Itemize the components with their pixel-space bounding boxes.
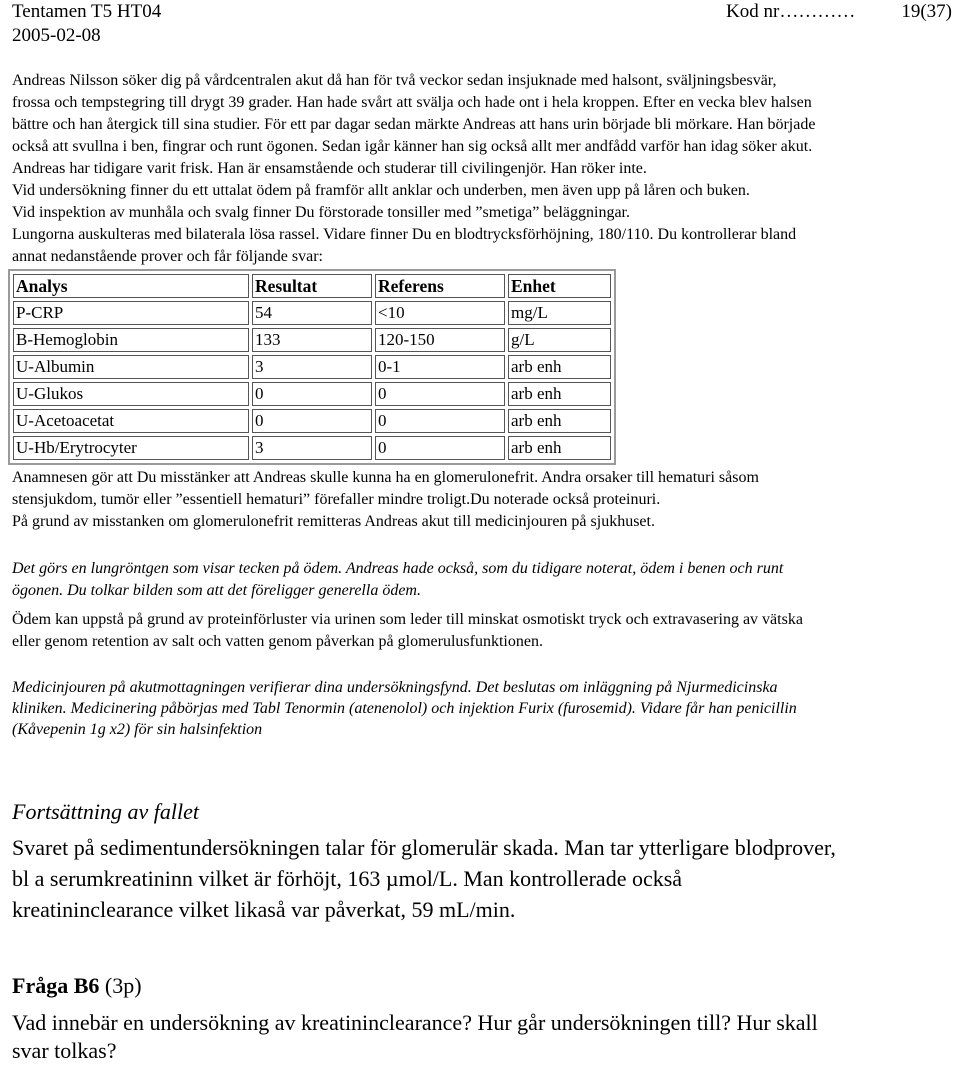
cell-analys: U-Acetoacetat: [13, 409, 249, 433]
continuation-line: kreatininclearance vilket likaså var påverkat, 59 mL/min.: [12, 897, 516, 922]
question-label: Fråga B6: [12, 973, 100, 998]
column-header-referens: Referens: [375, 274, 505, 298]
medicinjouren-paragraph: [12, 677, 956, 740]
cell-resultat: 0: [252, 409, 372, 433]
question-line: svar tolkas?: [12, 1038, 117, 1063]
intro-line: Andreas har tidigare varit frisk. Han är ensamstående och studerar till civilingenjör. Han röker inte.: [12, 160, 647, 177]
cell-referens: 0-1: [375, 355, 505, 379]
intro-line: Lungorna auskulteras med bilaterala lösa rassel. Vidare finner Du en blodtrycksförhöjning, 180/110. Du kontrollerar bland: [12, 226, 797, 243]
cell-enhet: arb enh: [508, 436, 611, 460]
exam-title: Tentamen T5 HT04: [12, 1, 162, 22]
cell-referens: 0: [375, 436, 505, 460]
header-row-top: [12, 0, 952, 24]
cell-enhet: arb enh: [508, 355, 611, 379]
cell-enhet: arb enh: [508, 382, 611, 406]
question-line: Vad innebär en undersökning av kreatininclearance? Hur går undersökningen till? Hur skall: [12, 1010, 818, 1035]
intro-line: annat nedanstående prover och får följande svar:: [12, 248, 323, 265]
medicinjouren-line: (Kåvepenin 1g x2) för sin halsinfektion: [12, 721, 263, 738]
cell-resultat: 0: [252, 382, 372, 406]
question-points: (3p): [99, 973, 142, 998]
question-heading: [12, 972, 142, 1000]
cell-enhet: mg/L: [508, 301, 611, 325]
page-header: [12, 0, 952, 48]
intro-line: Vid undersökning finner du ett uttalat ödem på framför allt anklar och underben, men även upp på låren och buken.: [12, 182, 750, 199]
page-number: 19(37): [901, 1, 952, 22]
continuation-line: Svaret på sedimentundersökningen talar för glomerulär skada. Man tar ytterligare blodprover,: [12, 835, 836, 860]
lab-results-table: [8, 269, 616, 465]
intro-line: Andreas Nilsson söker dig på vårdcentralen akut då han för två veckor sedan insjuknade med halsont, sväljningsbesvär,: [12, 72, 777, 89]
continuation-heading: Fortsättning av fallet: [12, 799, 199, 824]
anamnesis-conclusion: [12, 467, 956, 533]
lungrontgen-line: ögonen. Du tolkar bilden som att det föreligger generella ödem.: [12, 582, 421, 599]
cell-analys: U-Albumin: [13, 355, 249, 379]
cell-analys: B-Hemoglobin: [13, 328, 249, 352]
cell-referens: <10: [375, 301, 505, 325]
table-row: [13, 382, 611, 406]
table-row: [13, 436, 611, 460]
odem-paragraph: [12, 609, 956, 653]
kod-field: Kod nr…………: [726, 1, 856, 22]
intro-line: också att svullna i ben, fingrar och runt ögonen. Sedan igår känner han sig också allt mer andfådd varför han idag söker akut.: [12, 138, 813, 155]
continuation-line: bl a serumkreatininn vilket är förhöjt, 163 µmol/L. Man kontrollerade också: [12, 866, 683, 891]
case-intro: [12, 70, 956, 268]
cell-referens: 0: [375, 409, 505, 433]
cell-enhet: g/L: [508, 328, 611, 352]
question-text: [12, 1009, 942, 1065]
table-row: [13, 328, 611, 352]
odem-line: Ödem kan uppstå på grund av proteinförluster via urinen som leder till minskat osmotiskt tryck och extravasering av vätska: [12, 611, 803, 628]
medicinjouren-line: Medicinjouren på akutmottagningen verifierar dina undersökningsfynd. Det beslutas om inläggning på Njurmedicinska: [12, 679, 778, 696]
intro-line: bättre och han återgick till sina studier. För ett par dagar sedan märkte Andreas att hans urin började bli mörkare. Han började: [12, 116, 816, 133]
cell-resultat: 3: [252, 436, 372, 460]
medicinjouren-line: kliniken. Medicinering påbörjas med Tabl Tenormin (atenenolol) och injektion Furix (furosemid). Vidare får han penicillin: [12, 700, 797, 717]
conclusion-line: Anamnesen gör att Du misstänker att Andreas skulle kunna ha en glomerulonefrit. Andra orsaker till hematuri såsom: [12, 469, 759, 486]
column-header-resultat: Resultat: [252, 274, 372, 298]
lungrontgen-paragraph: [12, 558, 956, 602]
column-header-analys: Analys: [13, 274, 249, 298]
table-row: [13, 301, 611, 325]
lungrontgen-line: Det görs en lungröntgen som visar tecken på ödem. Andreas hade också, som du tidigare noterat, ödem i benen och runt: [12, 560, 784, 577]
cell-referens: 120-150: [375, 328, 505, 352]
table-header-row: [13, 274, 611, 298]
conclusion-line: På grund av misstanken om glomerulonefrit remitteras Andreas akut till medicinjouren på sjukhuset.: [12, 513, 655, 530]
cell-resultat: 133: [252, 328, 372, 352]
column-header-enhet: Enhet: [508, 274, 611, 298]
cell-resultat: 54: [252, 301, 372, 325]
cell-referens: 0: [375, 382, 505, 406]
odem-line: eller genom retention av salt och vatten genom påverkan på glomerulusfunktionen.: [12, 633, 543, 650]
exam-date: 2005-02-08: [12, 25, 101, 46]
intro-line: frossa och tempstegring till drygt 39 grader. Han hade svårt att svälja och hade ont i hela kroppen. Efter en vecka blev halsen: [12, 94, 812, 111]
cell-analys: U-Hb/Erytrocyter: [13, 436, 249, 460]
table-row: [13, 409, 611, 433]
cell-resultat: 3: [252, 355, 372, 379]
conclusion-line: stensjukdom, tumör eller ”essentiell hematuri” förefaller mindre troligt.Du noterade också proteinuri.: [12, 491, 661, 508]
intro-line: Vid inspektion av munhåla och svalg finner Du förstorade tonsiller med ”smetiga” beläggningar.: [12, 204, 630, 221]
table-row: [13, 355, 611, 379]
cell-enhet: arb enh: [508, 409, 611, 433]
header-right: [726, 0, 952, 24]
continuation-text: [12, 832, 872, 925]
cell-analys: P-CRP: [13, 301, 249, 325]
header-row-bottom: [12, 24, 952, 48]
cell-analys: U-Glukos: [13, 382, 249, 406]
